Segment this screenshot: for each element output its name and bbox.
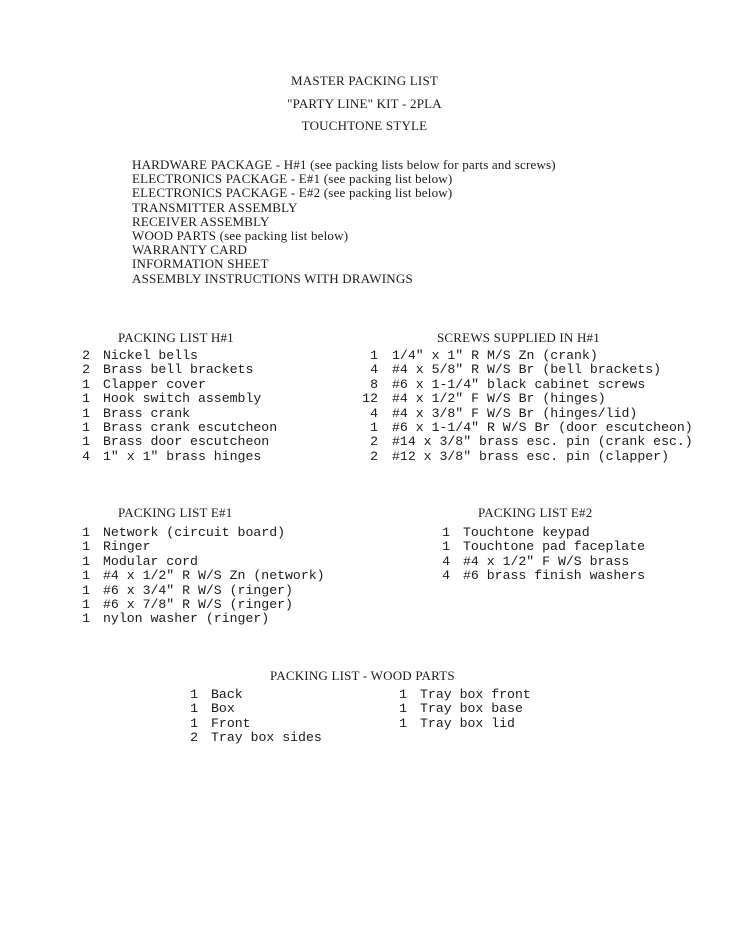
list-item: [80, 363, 277, 377]
wood-parts-list-left: [188, 688, 322, 746]
list-item: [188, 717, 322, 731]
item-qty: 8: [370, 376, 378, 392]
item-desc: Network (circuit board): [103, 525, 286, 540]
packing-list-h1: [80, 349, 277, 464]
item-desc: nylon washer (ringer): [103, 611, 270, 627]
list-item: [80, 526, 325, 540]
item-desc: #6 x 7/8" R W/S (ringer): [103, 596, 293, 612]
packing-list-e2-title: PACKING LIST E#2: [478, 505, 593, 520]
list-item: [80, 598, 325, 612]
packing-list-e1-title: PACKING LIST E#1: [118, 505, 233, 520]
packing-list-h1-title: PACKING LIST H#1: [118, 330, 234, 345]
item-qty: 1: [399, 701, 407, 717]
list-item: [360, 407, 693, 421]
item-desc: Touchtone keypad: [463, 525, 590, 540]
item-qty: 1: [442, 525, 450, 540]
item-desc: Nickel bells: [103, 348, 198, 363]
item-desc: Ringer: [103, 539, 151, 555]
item-qty: 4: [442, 553, 450, 569]
item-qty: 1: [82, 376, 90, 392]
item-qty: 1: [82, 434, 90, 450]
master-list-item: ASSEMBLY INSTRUCTIONS WITH DRAWINGS: [132, 270, 413, 286]
item-desc: #6 x 1-1/4" black cabinet screws: [392, 376, 646, 392]
master-list-item: ELECTRONICS PACKAGE - E#2 (see packing list below): [132, 185, 453, 201]
list-item: [440, 540, 645, 554]
item-qty: 2: [82, 348, 90, 363]
list-item: [80, 435, 277, 449]
item-desc: 1/4" x 1" R M/S Zn (crank): [392, 348, 598, 363]
item-desc: Brass door escutcheon: [103, 434, 270, 450]
list-item: [80, 569, 325, 583]
item-desc: Tray box sides: [211, 730, 322, 746]
item-desc: Modular cord: [103, 553, 198, 569]
item-qty: 2: [370, 434, 378, 450]
item-qty: 1: [399, 715, 407, 731]
list-item: [360, 392, 693, 406]
list-item: [80, 392, 277, 406]
list-item: [397, 717, 531, 731]
item-qty: 1: [82, 582, 90, 598]
list-item: [360, 363, 693, 377]
item-qty: 4: [370, 405, 378, 421]
item-desc: #6 x 1-1/4" R W/S Br (door escutcheon): [392, 419, 693, 435]
master-list-item: ELECTRONICS PACKAGE - E#1 (see packing list below): [132, 171, 453, 187]
item-qty: 2: [370, 448, 378, 464]
list-item: [188, 688, 322, 702]
item-desc: #4 x 1/2" F W/S Br (hinges): [392, 391, 606, 407]
list-item: [440, 555, 645, 569]
item-qty: 1: [370, 419, 378, 435]
item-qty: 1: [82, 596, 90, 612]
master-list: [132, 158, 556, 286]
item-desc: Brass bell brackets: [103, 362, 254, 378]
list-item: [80, 612, 325, 626]
kit-name: "PARTY LINE" KIT - 2PLA: [287, 96, 442, 111]
item-desc: #4 x 1/2" F W/S brass: [463, 553, 630, 569]
screws-list: [360, 349, 693, 464]
item-desc: #12 x 3/8" brass esc. pin (clapper): [392, 448, 669, 464]
item-desc: Touchtone pad faceplate: [463, 539, 646, 555]
item-qty: 4: [370, 362, 378, 378]
master-list-item: INFORMATION SHEET: [132, 256, 269, 272]
item-qty: 1: [82, 611, 90, 627]
item-qty: 1: [442, 539, 450, 555]
item-desc: #6 x 3/4" R W/S (ringer): [103, 582, 293, 598]
master-list-item: WOOD PARTS (see packing list below): [132, 227, 349, 243]
list-item: [440, 569, 645, 583]
item-qty: 1: [190, 701, 198, 717]
list-item: [397, 702, 531, 716]
list-item: [80, 540, 325, 554]
item-desc: #4 x 3/8" F W/S Br (hinges/lid): [392, 405, 638, 421]
item-desc: Tray box front: [420, 687, 531, 702]
item-desc: 1" x 1" brass hinges: [103, 448, 262, 464]
master-list-item: WARRANTY CARD: [132, 242, 248, 258]
item-desc: #4 x 5/8" R W/S Br (bell brackets): [392, 362, 662, 378]
screws-list-title: SCREWS SUPPLIED IN H#1: [437, 330, 600, 345]
item-desc: Front: [211, 715, 251, 731]
item-qty: 1: [82, 568, 90, 584]
list-item: [80, 450, 277, 464]
item-qty: 1: [82, 419, 90, 435]
list-item: [80, 349, 277, 363]
list-item: [360, 378, 693, 392]
item-desc: Brass crank escutcheon: [103, 419, 278, 435]
packing-list-e2: [440, 526, 645, 584]
item-desc: Tray box lid: [420, 715, 515, 731]
list-item: [80, 407, 277, 421]
list-item: [80, 555, 325, 569]
item-qty: 1: [190, 687, 198, 702]
item-desc: #6 brass finish washers: [463, 568, 646, 584]
item-qty: 1: [399, 687, 407, 702]
kit-style: TOUCHTONE STYLE: [301, 118, 428, 133]
item-desc: Brass crank: [103, 405, 191, 421]
item-qty: 2: [82, 362, 90, 378]
item-qty: 2: [190, 730, 198, 746]
item-desc: #14 x 3/8" brass esc. pin (crank esc.): [392, 434, 693, 450]
list-item: [360, 421, 693, 435]
item-qty: 1: [82, 525, 90, 540]
packing-list-e1: [80, 526, 325, 627]
list-item: [80, 584, 325, 598]
list-item: [440, 526, 645, 540]
master-list-item: HARDWARE PACKAGE - H#1 (see packing lists below for parts and screws): [132, 157, 556, 172]
wood-parts-list-right: [397, 688, 531, 731]
master-list-item: TRANSMITTER ASSEMBLY: [132, 199, 298, 215]
item-qty: 1: [82, 391, 90, 407]
item-qty: 1: [82, 539, 90, 555]
master-list-item: RECEIVER ASSEMBLY: [132, 213, 270, 229]
list-item: [80, 378, 277, 392]
list-item: [360, 435, 693, 449]
item-qty: 4: [442, 568, 450, 584]
item-desc: Hook switch assembly: [103, 391, 262, 407]
list-item: [188, 731, 322, 745]
document-title: MASTER PACKING LIST: [290, 73, 439, 88]
item-desc: Back: [211, 687, 243, 702]
item-qty: 4: [82, 448, 90, 464]
item-desc: Clapper cover: [103, 376, 206, 392]
item-qty: 1: [82, 405, 90, 421]
list-item: [80, 421, 277, 435]
list-item: [360, 450, 693, 464]
list-item: [360, 349, 693, 363]
item-qty: 1: [82, 553, 90, 569]
item-qty: 1: [190, 715, 198, 731]
item-qty: 1: [370, 348, 378, 363]
list-item: [397, 688, 531, 702]
list-item: [188, 702, 322, 716]
item-desc: Tray box base: [420, 701, 523, 717]
item-desc: Box: [211, 701, 235, 717]
item-qty: 12: [362, 391, 378, 407]
wood-parts-title: PACKING LIST - WOOD PARTS: [270, 668, 455, 683]
item-desc: #4 x 1/2" R W/S Zn (network): [103, 568, 325, 584]
